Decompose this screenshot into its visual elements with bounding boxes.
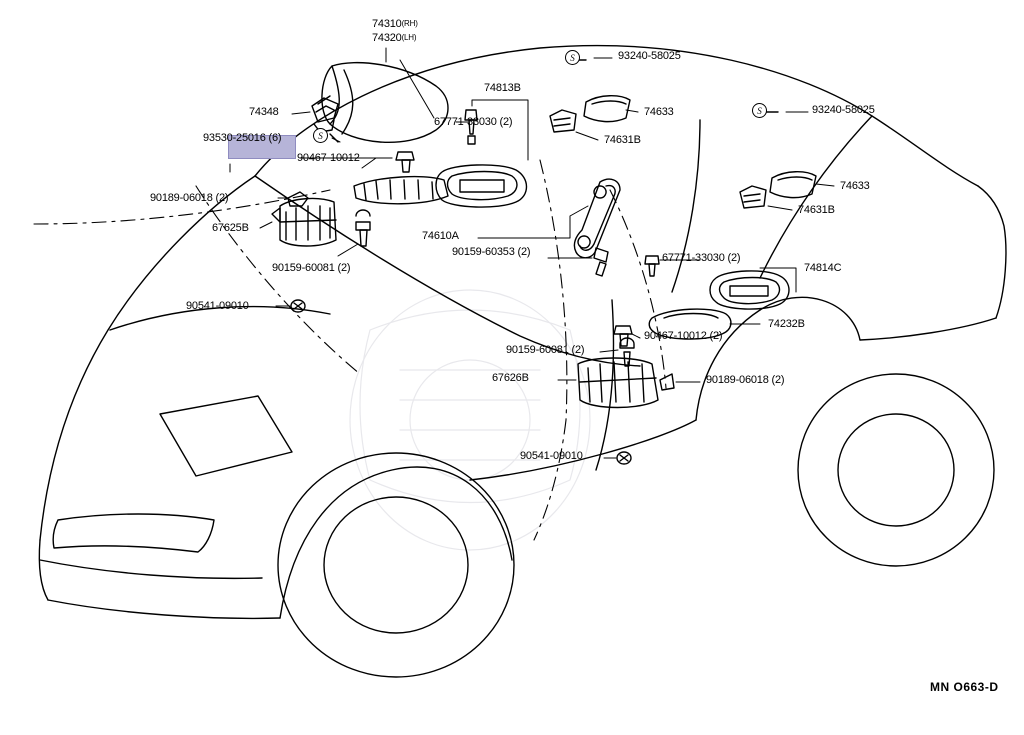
part-suffix-74320: (LH) [401,33,417,42]
part-label-90189-06018-upper[interactable] [150,192,228,204]
part-label-67771-33030-lower[interactable] [662,252,740,264]
s-badge-93240-upper: S [565,50,580,65]
part-number-67771-33030-lower: 67771-33030 (2) [662,252,741,264]
part-number-90467-10012-upper: 90467-10012 [297,152,360,164]
part-label-74633-upper[interactable] [644,106,674,118]
part-number-90189-06018-upper: 90189-06018 (2) [150,192,229,204]
part-label-74633-lower[interactable] [840,180,870,192]
part-label-74631B-upper[interactable] [604,134,641,146]
part-label-90159-60081-lower[interactable] [506,344,584,356]
part-label-74610A[interactable] [422,230,459,242]
part-label-90159-60353[interactable] [452,246,530,258]
part-label-67626B[interactable] [492,372,529,384]
part-number-74813B: 74813B [484,82,521,94]
part-label-74631B-lower[interactable] [798,204,835,216]
part-label-93240-58025-lower[interactable] [812,104,875,116]
part-number-74348: 74348 [249,106,279,118]
part-label-67771-33030-upper[interactable] [434,116,512,128]
part-number-74310: 74310 [372,18,402,30]
part-number-93240-58025-lower: 93240-58025 [812,104,875,116]
part-number-74631B-lower: 74631B [798,204,835,216]
part-number-74610A: 74610A [422,230,459,242]
part-number-90541-09010-lower: 90541-09010 [520,450,583,462]
part-number-90189-06018-lower: 90189-06018 (2) [706,374,785,386]
part-number-90159-60081-upper: 90159-60081 (2) [272,262,351,274]
part-label-90467-10012-lower[interactable] [644,330,722,342]
part-number-74633-upper: 74633 [644,106,674,118]
part-label-74813B[interactable] [484,82,521,94]
part-label-74348[interactable] [249,106,279,118]
part-suffix-74310: (RH) [401,19,418,28]
part-label-67625B[interactable] [212,222,249,234]
part-number-74631B-upper: 74631B [604,134,641,146]
part-number-90541-09010-upper: 90541-09010 [186,300,249,312]
part-label-74232B[interactable] [768,318,805,330]
part-label-90189-06018-lower[interactable] [706,374,784,386]
part-number-74320: 74320 [372,32,402,44]
part-label-74310-rh[interactable] [372,18,418,30]
part-number-90159-60081-lower: 90159-60081 (2) [506,344,585,356]
part-label-90541-09010-upper[interactable] [186,300,249,312]
part-number-74633-lower: 74633 [840,180,870,192]
part-number-74232B: 74232B [768,318,805,330]
part-label-74320-lh[interactable] [372,32,416,44]
part-number-93240-58025-upper: 93240-58025 [618,50,681,62]
part-label-74814C[interactable] [804,262,841,274]
part-number-67625B: 67625B [212,222,249,234]
part-number-67771-33030-upper: 67771-33030 (2) [434,116,513,128]
part-number-74814C: 74814C [804,262,842,274]
figure-code: MN O663-D [930,680,999,694]
s-badge-93530: S [313,128,328,143]
s-badge-93240-lower: S [752,103,767,118]
part-label-90541-09010-lower[interactable] [520,450,583,462]
part-number-90159-60353: 90159-60353 (2) [452,246,531,258]
part-label-93240-58025-upper[interactable] [618,50,681,62]
part-number-93530-25016: 93530-25016 (6) [203,132,282,144]
part-label-93530-25016[interactable] [203,132,281,144]
part-label-90467-10012-upper[interactable] [297,152,360,164]
part-number-90467-10012-lower: 90467-10012 (2) [644,330,723,342]
part-label-90159-60081-upper[interactable] [272,262,350,274]
part-number-67626B: 67626B [492,372,529,384]
